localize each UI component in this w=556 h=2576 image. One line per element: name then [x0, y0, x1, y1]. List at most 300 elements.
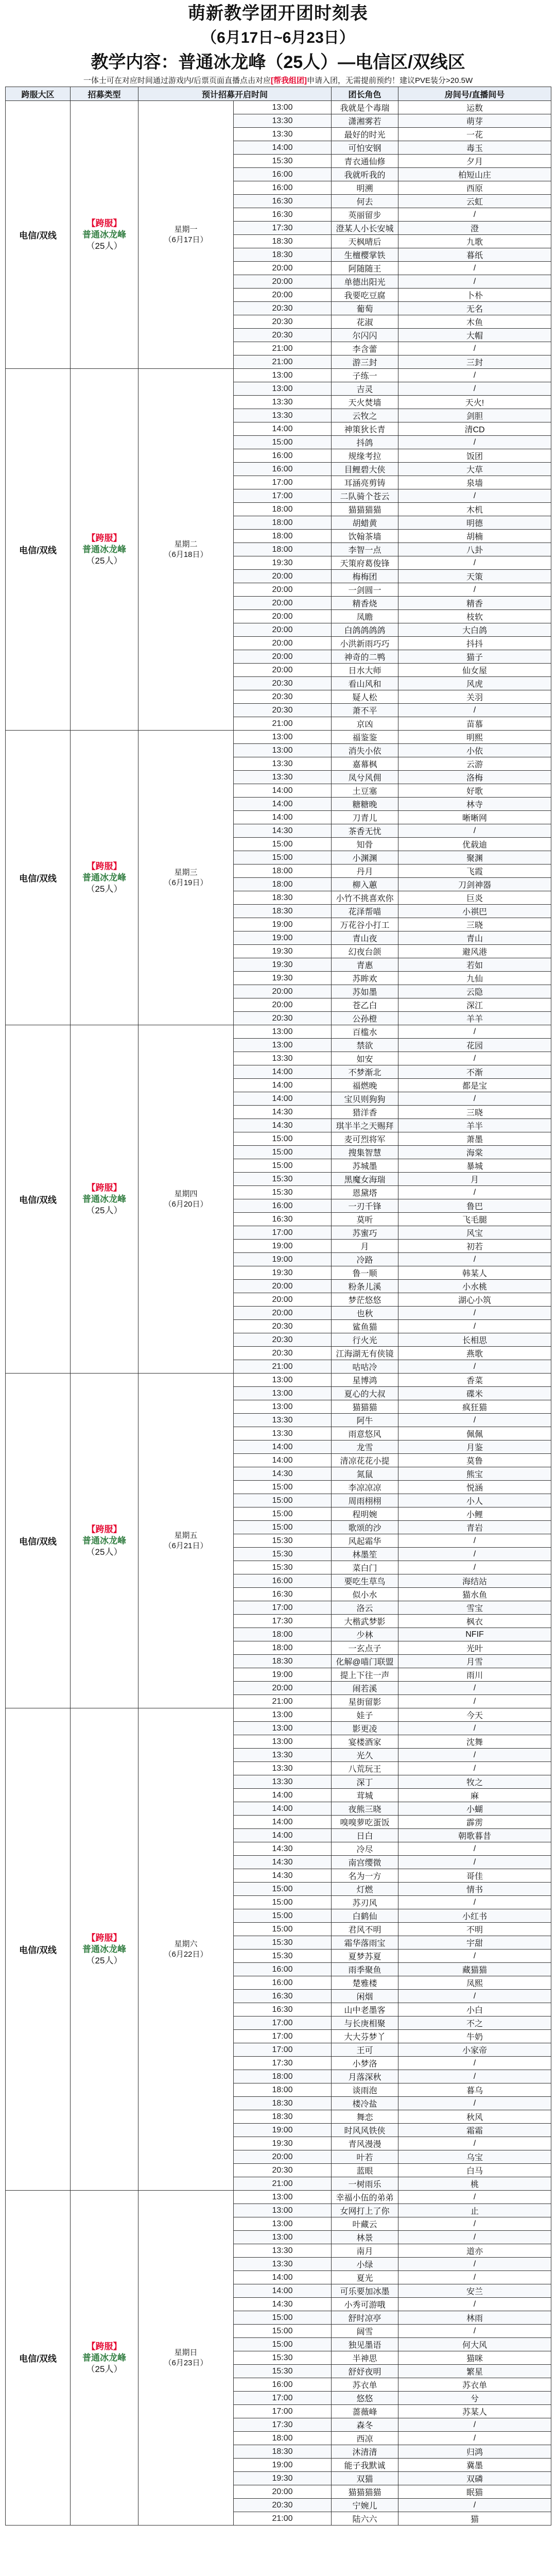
- leader-name-cell: 青衣通仙修: [332, 155, 398, 168]
- time-cell: 13:30: [234, 1052, 332, 1065]
- room-name-cell: 天火!: [398, 396, 551, 409]
- leader-name-cell: 琪半半之天赐拜: [332, 1119, 398, 1132]
- room-name-cell: 飞毛腿: [398, 1213, 551, 1226]
- leader-name-cell: 洛云: [332, 1601, 398, 1615]
- leader-name-cell: 灯燃: [332, 1883, 398, 1896]
- room-name-cell: /: [398, 2325, 551, 2338]
- leader-name-cell: 天火焚墙: [332, 396, 398, 409]
- mode-cell: [71, 101, 138, 369]
- room-name-cell: /: [398, 1950, 551, 1963]
- time-cell: 14:00: [234, 141, 332, 155]
- leader-name-cell: 英丽留步: [332, 208, 398, 222]
- room-name-cell: /: [398, 583, 551, 597]
- time-cell: 17:00: [234, 2030, 332, 2043]
- room-name-cell: 桃: [398, 2177, 551, 2191]
- leader-name-cell: 抖鸽: [332, 436, 398, 449]
- room-name-cell: /: [398, 1186, 551, 1199]
- weekday-weekday: 星期六: [174, 1939, 198, 1948]
- room-name-cell: 小红书: [398, 1909, 551, 1923]
- room-name-cell: NFIF: [398, 1628, 551, 1641]
- room-name-cell: /: [398, 2137, 551, 2150]
- time-cell: 15:30: [234, 1548, 332, 1561]
- time-cell: 15:00: [234, 2325, 332, 2338]
- room-name-cell: /: [398, 2070, 551, 2083]
- room-name-cell: 风虎: [398, 677, 551, 690]
- room-name-cell: /: [398, 2432, 551, 2445]
- notice-suffix: 申请入团，无需提前预约！建议PVE装分>20.5W: [307, 76, 473, 85]
- leader-name-cell: 也秋: [332, 1307, 398, 1320]
- leader-name-cell: 黑魔女海瑞: [332, 1173, 398, 1186]
- room-name-cell: 羊半: [398, 1119, 551, 1132]
- time-cell: 19:00: [234, 1240, 332, 1253]
- time-cell: 13:00: [234, 2191, 332, 2204]
- room-name-cell: 兮: [398, 2392, 551, 2405]
- leader-name-cell: 小秀可游哦: [332, 2298, 398, 2311]
- time-cell: 13:30: [234, 2258, 332, 2271]
- room-name-cell: 晰晰网: [398, 811, 551, 824]
- leader-name-cell: 一刃千锋: [332, 1199, 398, 1213]
- room-name-cell: 澄: [398, 222, 551, 235]
- room-name-cell: 花园: [398, 1039, 551, 1052]
- time-cell: 15:00: [234, 1494, 332, 1507]
- leader-name-cell: 嘉幕枫: [332, 757, 398, 771]
- time-cell: 20:00: [234, 597, 332, 610]
- room-name-cell: 猫: [398, 2512, 551, 2526]
- time-cell: 13:00: [234, 744, 332, 757]
- room-name-cell: /: [398, 1722, 551, 1735]
- time-cell: 13:00: [234, 382, 332, 396]
- room-name-cell: 暮乌: [398, 2083, 551, 2097]
- room-name-cell: 暮纸: [398, 248, 551, 262]
- col-type: 招募类型: [71, 87, 138, 101]
- leader-name-cell: 氮鼠: [332, 1467, 398, 1481]
- leader-name-cell: 星街留影: [332, 1695, 398, 1708]
- time-cell: 14:00: [234, 798, 332, 811]
- time-cell: 16:00: [234, 1574, 332, 1588]
- date-range: （6月17日~6月23日）: [201, 29, 355, 46]
- time-cell: 13:30: [234, 396, 332, 409]
- room-name-cell: 月雪: [398, 1655, 551, 1668]
- time-cell: 15:30: [234, 1950, 332, 1963]
- col-room: 房间号/直播间号: [398, 87, 551, 101]
- room-name-cell: 一花: [398, 128, 551, 141]
- time-cell: 16:00: [234, 449, 332, 463]
- leader-name-cell: 规缘考拉: [332, 449, 398, 463]
- leader-name-cell: 不梦渐北: [332, 1065, 398, 1079]
- mode-cell: [71, 1025, 138, 1374]
- schedule-row: [6, 1708, 551, 1722]
- time-cell: 13:30: [234, 1749, 332, 1762]
- leader-name-cell: 白鸽鸽鸽鸽: [332, 623, 398, 637]
- time-cell: 15:30: [234, 1186, 332, 1199]
- time-cell: 13:30: [234, 114, 332, 128]
- room-name-cell: 麻: [398, 1789, 551, 1802]
- leader-name-cell: 生檀樱掌铁: [332, 248, 398, 262]
- leader-name-cell: 京凶: [332, 717, 398, 731]
- leader-name-cell: 苏刃风: [332, 1896, 398, 1909]
- room-name-cell: /: [398, 1856, 551, 1869]
- leader-name-cell: 麦可烈将军: [332, 1132, 398, 1146]
- room-name-cell: 雪宝: [398, 1601, 551, 1615]
- time-cell: 20:00: [234, 583, 332, 597]
- leader-name-cell: 霜华落雨宝: [332, 1936, 398, 1950]
- time-cell: 13:00: [234, 1387, 332, 1400]
- room-name-cell: 夕月: [398, 155, 551, 168]
- time-cell: 20:30: [234, 2499, 332, 2512]
- room-name-cell: 都是宝: [398, 1079, 551, 1092]
- time-cell: 16:00: [234, 463, 332, 476]
- room-name-cell: 秋风: [398, 2110, 551, 2124]
- room-name-cell: /: [398, 1320, 551, 1333]
- leader-name-cell: 大大芬梦丫: [332, 2030, 398, 2043]
- leader-name-cell: 要吃生草鸟: [332, 1574, 398, 1588]
- schedule-row: [6, 1374, 551, 1387]
- room-name-cell: 云虹: [398, 195, 551, 208]
- leader-name-cell: 宴楼酒家: [332, 1735, 398, 1749]
- leader-name-cell: 歌颂的沙: [332, 1521, 398, 1534]
- room-name-cell: /: [398, 1990, 551, 2003]
- time-cell: 20:00: [234, 262, 332, 275]
- leader-name-cell: 莫听: [332, 1213, 398, 1226]
- mode-cell: [71, 369, 138, 731]
- room-name-cell: 青岩: [398, 1521, 551, 1534]
- time-cell: 20:30: [234, 1333, 332, 1347]
- room-name-cell: 小家帝: [398, 2043, 551, 2057]
- mode-cell: [71, 1374, 138, 1708]
- leader-name-cell: 冷路: [332, 1253, 398, 1266]
- mode-cross-label: 【跨服】: [86, 1182, 122, 1193]
- time-cell: 18:00: [234, 2083, 332, 2097]
- leader-name-cell: 猫猫猫: [332, 1400, 398, 1414]
- room-name-cell: 不之: [398, 2016, 551, 2030]
- time-cell: 15:00: [234, 1481, 332, 1494]
- weekday-weekday: 星期二: [174, 539, 198, 549]
- leader-name-cell: 陆六六: [332, 2512, 398, 2526]
- leader-name-cell: 我要吃豆腐: [332, 289, 398, 302]
- help-group-link[interactable]: [帮我组团]: [271, 76, 307, 85]
- time-cell: 20:30: [234, 1347, 332, 1360]
- leader-name-cell: 名为一方: [332, 1869, 398, 1883]
- mode-cell: [71, 2191, 138, 2526]
- time-cell: 18:30: [234, 1655, 332, 1668]
- room-name-cell: 熊宝: [398, 1467, 551, 1481]
- room-name-cell: 萧墨: [398, 1132, 551, 1146]
- room-name-cell: 苗慕: [398, 717, 551, 731]
- leader-name-cell: 饮翰茶墙: [332, 530, 398, 543]
- leader-name-cell: 行火光: [332, 1333, 398, 1347]
- room-name-cell: 西原: [398, 181, 551, 195]
- time-cell: 15:30: [234, 2351, 332, 2365]
- room-name-cell: 凤熙: [398, 1976, 551, 1990]
- time-cell: 16:30: [234, 2003, 332, 2016]
- time-cell: 20:30: [234, 677, 332, 690]
- room-name-cell: /: [398, 382, 551, 396]
- room-name-cell: 萌芽: [398, 114, 551, 128]
- time-cell: 13:00: [234, 1708, 332, 1722]
- time-cell: 21:00: [234, 1360, 332, 1374]
- room-name-cell: 木鱼: [398, 315, 551, 329]
- leader-name-cell: 百槛水: [332, 1025, 398, 1039]
- time-cell: 14:30: [234, 1106, 332, 1119]
- time-cell: 18:30: [234, 235, 332, 248]
- time-cell: 17:00: [234, 476, 332, 489]
- leader-name-cell: 蔷薇峰: [332, 2405, 398, 2418]
- weekday-cell: [138, 2191, 234, 2526]
- time-cell: 14:30: [234, 1869, 332, 1883]
- time-cell: 18:30: [234, 2110, 332, 2124]
- time-cell: 13:00: [234, 731, 332, 744]
- leader-name-cell: 小竹不挑喜欢你: [332, 891, 398, 905]
- leader-name-cell: 土豆塞: [332, 784, 398, 798]
- leader-name-cell: 青山夜: [332, 931, 398, 945]
- leader-name-cell: 福鉴鉴: [332, 731, 398, 744]
- mode-size-label: （25人）: [86, 2364, 123, 2374]
- time-cell: 15:30: [234, 2365, 332, 2378]
- room-name-cell: 朝歌暮昔: [398, 1829, 551, 1842]
- time-cell: 13:00: [234, 1374, 332, 1387]
- room-name-cell: 深江: [398, 998, 551, 1012]
- time-cell: 18:30: [234, 2445, 332, 2459]
- time-cell: 18:00: [234, 543, 332, 556]
- time-cell: 20:30: [234, 302, 332, 315]
- leader-name-cell: 舒时凉亭: [332, 2311, 398, 2325]
- leader-name-cell: 程明婉: [332, 1507, 398, 1521]
- room-name-cell: 优载迪: [398, 838, 551, 851]
- room-name-cell: /: [398, 1360, 551, 1374]
- time-cell: 14:00: [234, 1079, 332, 1092]
- leader-name-cell: 糖糖晚: [332, 798, 398, 811]
- room-name-cell: /: [398, 342, 551, 355]
- time-cell: 19:30: [234, 958, 332, 972]
- time-cell: 20:00: [234, 1280, 332, 1293]
- time-cell: 16:30: [234, 1990, 332, 2003]
- leader-name-cell: 夏光: [332, 2271, 398, 2284]
- mode-cross-label: 【跨服】: [86, 1524, 122, 1534]
- room-name-cell: 眠猫: [398, 2485, 551, 2499]
- region-cell: 电信/双线: [6, 1708, 71, 2191]
- room-name-cell: 毒玉: [398, 141, 551, 155]
- leader-name-cell: 苏城墨: [332, 1159, 398, 1173]
- room-name-cell: 小蝴: [398, 1802, 551, 1816]
- time-cell: 13:00: [234, 1025, 332, 1039]
- leader-name-cell: 可乐要加冰墨: [332, 2284, 398, 2298]
- leader-name-cell: 丹月: [332, 865, 398, 878]
- leader-name-cell: 精香烧: [332, 597, 398, 610]
- room-name-cell: 仙女屋: [398, 664, 551, 677]
- leader-name-cell: 萧不平: [332, 704, 398, 717]
- leader-name-cell: 阿牛: [332, 1414, 398, 1427]
- time-cell: 20:00: [234, 1682, 332, 1695]
- leader-name-cell: 舒妤夜明: [332, 2365, 398, 2378]
- mode-dungeon-label: 普通冰龙峰: [82, 872, 126, 883]
- room-name-cell: 三晓: [398, 1106, 551, 1119]
- leader-name-cell: 李凉凉凉: [332, 1481, 398, 1494]
- time-cell: 19:30: [234, 2472, 332, 2485]
- leader-name-cell: 化解@喵门联盟: [332, 1655, 398, 1668]
- mode-cross-label: 【跨服】: [86, 533, 122, 543]
- leader-name-cell: 李智一点: [332, 543, 398, 556]
- time-cell: 20:00: [234, 998, 332, 1012]
- weekday-cell: [138, 731, 234, 1025]
- time-cell: 18:30: [234, 905, 332, 918]
- leader-name-cell: 阿随随王: [332, 262, 398, 275]
- room-name-cell: 暴城: [398, 1159, 551, 1173]
- leader-name-cell: 叶藏云: [332, 2217, 398, 2231]
- leader-name-cell: 嗅嗅萝吃蛋饭: [332, 1816, 398, 1829]
- leader-name-cell: 鲁一顺: [332, 1266, 398, 1280]
- room-name-cell: 苏衣单: [398, 2378, 551, 2392]
- room-name-cell: 饭团: [398, 449, 551, 463]
- room-name-cell: /: [398, 1749, 551, 1762]
- room-name-cell: 乌宝: [398, 2150, 551, 2164]
- room-name-cell: 霹雳: [398, 1816, 551, 1829]
- time-cell: 13:30: [234, 771, 332, 784]
- time-cell: 17:00: [234, 1601, 332, 1615]
- leader-name-cell: 苏如墨: [332, 985, 398, 998]
- time-cell: 20:00: [234, 2150, 332, 2164]
- time-cell: 18:00: [234, 878, 332, 891]
- col-leader: 团长角色: [332, 87, 398, 101]
- time-cell: 13:00: [234, 369, 332, 382]
- time-cell: 14:30: [234, 1467, 332, 1481]
- leader-name-cell: 影更凌: [332, 1722, 398, 1735]
- room-name-cell: /: [398, 1534, 551, 1548]
- leader-name-cell: 云牧之: [332, 409, 398, 422]
- room-name-cell: 八卦: [398, 543, 551, 556]
- time-cell: 20:30: [234, 690, 332, 704]
- weekday-cell: [138, 369, 234, 731]
- room-name-cell: /: [398, 262, 551, 275]
- room-name-cell: 小鲤: [398, 1507, 551, 1521]
- time-cell: 21:00: [234, 2512, 332, 2526]
- time-cell: 13:30: [234, 409, 332, 422]
- room-name-cell: 双磷: [398, 2472, 551, 2485]
- leader-name-cell: 尔闪闪: [332, 329, 398, 342]
- time-cell: 20:30: [234, 315, 332, 329]
- weekday-date: （6月22日）: [164, 1950, 208, 1959]
- leader-name-cell: 梅梅团: [332, 570, 398, 583]
- leader-name-cell: 月: [332, 1240, 398, 1253]
- time-cell: 20:00: [234, 2485, 332, 2499]
- room-name-cell: /: [398, 369, 551, 382]
- room-name-cell: 明熙: [398, 731, 551, 744]
- leader-name-cell: 一树雨乐: [332, 2177, 398, 2191]
- leader-name-cell: 江海湖无有侠镜: [332, 1347, 398, 1360]
- time-cell: 15:00: [234, 838, 332, 851]
- room-name-cell: /: [398, 1762, 551, 1775]
- leader-name-cell: 星博鸿: [332, 1374, 398, 1387]
- room-name-cell: 清CD: [398, 422, 551, 436]
- room-name-cell: 沈舞: [398, 1735, 551, 1749]
- time-cell: 21:00: [234, 2177, 332, 2191]
- leader-name-cell: 我就听我的: [332, 168, 398, 181]
- page-title: 萌新教学团开团时刻表: [188, 4, 368, 23]
- room-name-cell: 香菜: [398, 1374, 551, 1387]
- mode-size-label: （25人）: [86, 1547, 123, 1557]
- time-cell: 19:30: [234, 945, 332, 958]
- leader-name-cell: 菜白门: [332, 1561, 398, 1574]
- schedule-table: [5, 87, 551, 2526]
- leader-name-cell: 柳入蕙: [332, 878, 398, 891]
- room-name-cell: 泉墙: [398, 476, 551, 489]
- room-name-cell: /: [398, 1414, 551, 1427]
- leader-name-cell: 夏梦苏夏: [332, 1950, 398, 1963]
- time-cell: 14:00: [234, 1065, 332, 1079]
- room-name-cell: /: [398, 2057, 551, 2070]
- time-cell: 18:30: [234, 2097, 332, 2110]
- time-cell: 19:30: [234, 1266, 332, 1280]
- time-cell: 16:30: [234, 1213, 332, 1226]
- room-name-cell: 白马: [398, 2164, 551, 2177]
- time-cell: 21:00: [234, 342, 332, 355]
- leader-name-cell: 清凉花花小提: [332, 1454, 398, 1467]
- leader-name-cell: 李含蕾: [332, 342, 398, 355]
- leader-name-cell: 耳涵亮剪铸: [332, 476, 398, 489]
- room-name-cell: /: [398, 2298, 551, 2311]
- room-name-cell: 小人: [398, 1494, 551, 1507]
- time-cell: 20:00: [234, 650, 332, 664]
- room-name-cell: 湖心小筑: [398, 1293, 551, 1307]
- leader-name-cell: 光久: [332, 1749, 398, 1762]
- leader-name-cell: 恩黛塔: [332, 1186, 398, 1199]
- room-name-cell: /: [398, 2258, 551, 2271]
- time-cell: 18:00: [234, 2070, 332, 2083]
- leader-name-cell: 小梦洛: [332, 2057, 398, 2070]
- leader-name-cell: 南月: [332, 2244, 398, 2258]
- time-cell: 13:30: [234, 1762, 332, 1775]
- time-cell: 20:00: [234, 1307, 332, 1320]
- room-name-cell: 安兰: [398, 2284, 551, 2298]
- leader-name-cell: 苏蜜巧: [332, 1226, 398, 1240]
- leader-name-cell: 能子我默诚: [332, 2459, 398, 2472]
- room-name-cell: /: [398, 2217, 551, 2231]
- leader-name-cell: 天枫晴后: [332, 235, 398, 248]
- room-name-cell: 小白: [398, 2003, 551, 2016]
- leader-name-cell: 娃子: [332, 1708, 398, 1722]
- leader-name-cell: 青风漫漫: [332, 2137, 398, 2150]
- leader-name-cell: 双猫: [332, 2472, 398, 2485]
- time-cell: 18:00: [234, 516, 332, 530]
- leader-name-cell: 猫猫猫猫: [332, 503, 398, 516]
- schedule-row: [6, 731, 551, 744]
- room-name-cell: 剑胆: [398, 409, 551, 422]
- room-name-cell: 韩某人: [398, 1266, 551, 1280]
- room-name-cell: 飞霞: [398, 865, 551, 878]
- room-name-cell: /: [398, 1548, 551, 1561]
- leader-name-cell: 茸城: [332, 1789, 398, 1802]
- time-cell: 15:00: [234, 851, 332, 865]
- time-cell: 20:30: [234, 1320, 332, 1333]
- leader-name-cell: 月落深秋: [332, 2070, 398, 2083]
- time-cell: 15:00: [234, 1883, 332, 1896]
- time-cell: 19:30: [234, 972, 332, 985]
- time-cell: 13:00: [234, 2204, 332, 2217]
- leader-name-cell: 咕咕冷: [332, 1360, 398, 1374]
- room-name-cell: 道亦: [398, 2244, 551, 2258]
- time-cell: 20:00: [234, 610, 332, 623]
- room-name-cell: /: [398, 2231, 551, 2244]
- time-cell: 15:00: [234, 1146, 332, 1159]
- room-name-cell: 佩佩: [398, 1427, 551, 1440]
- time-cell: 18:00: [234, 530, 332, 543]
- mode-size-label: （25人）: [86, 884, 123, 894]
- leader-name-cell: 澄某人小长安城: [332, 222, 398, 235]
- leader-name-cell: 楚雅楼: [332, 1976, 398, 1990]
- room-name-cell: /: [398, 489, 551, 503]
- mode-dungeon-label: 普通冰龙峰: [82, 229, 126, 240]
- time-cell: 15:00: [234, 2311, 332, 2325]
- time-cell: 16:30: [234, 195, 332, 208]
